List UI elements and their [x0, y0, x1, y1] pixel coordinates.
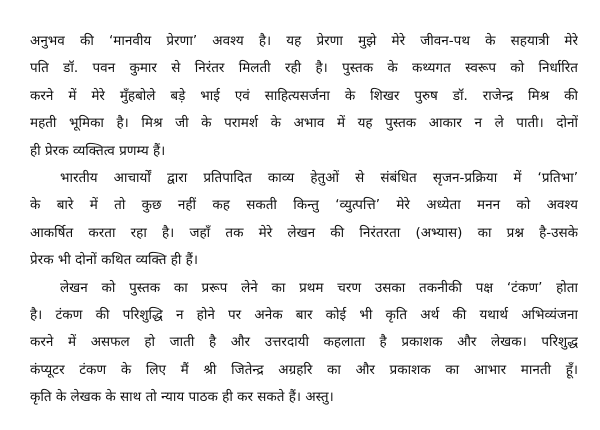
paragraph-inspiration — [30, 28, 578, 165]
text-line: अनुभव की ‘मानवीय प्रेरणा’ अवश्य है। यह प्रेरणा मुझे मेरे जीवन-पथ के सहयात्री मेरे — [30, 33, 578, 49]
text-line: भारतीय आचार्यों द्वारा प्रतिपादित काव्य हेतुओं से संबंधित सृजन-प्रक्रिया में ‘प्रतिभा’ — [60, 169, 578, 186]
text-line: प्रेरक भी दोनों कथित व्यक्ति ही हैं। — [30, 252, 198, 269]
paragraph-typing-acknowledgement — [30, 275, 578, 412]
text-line: करने में असफल हो जाती है और उत्तरदायी कहलाता है प्रकाशक और लेखक। परिशुद्ध — [30, 334, 578, 351]
text-line: करने में मेरे मुँहबोले बड़े भाई एवं साहित्यसर्जना के शिखर पुरुष डॉ. राजेन्द्र मिश्र की — [30, 87, 578, 104]
text-line: के बारे में तो कुछ नहीं कह सकती किन्तु ‘व्युत्पत्ति’ मेरे अध्येता मनन को अवश्य — [30, 197, 578, 214]
text-line: महती भूमिका है। मिश्र जी के परामर्श के अभाव में यह पुस्तक आकार न ले पाती। दोनों — [30, 115, 578, 132]
document-page — [30, 28, 578, 411]
text-line: पति डॉ. पवन कुमार से निरंतर मिलती रही है। पुस्तक के कथ्यगत स्वरूप को निर्धारित — [30, 60, 578, 77]
text-line: कृति के लेखक के साथ तो न्याय पाठक ही कर सकते हैं। अस्तु। — [30, 389, 334, 406]
text-line: कंप्यूटर टंकण के लिए मैं श्री जितेन्द्र अग्रहरि का और प्रकाशक का आभार मानती हूँ। — [30, 361, 578, 378]
text-line: है। टंकण की परिशुद्धि न होने पर अनेक बार कोई भी कृति अर्थ की यथार्थ अभिव्यंजना — [30, 306, 578, 323]
text-line: आकर्षित करता रहा है। जहाँ तक मेरे लेखन की निरंतरता (अभ्यास) का प्रश्न है-उसके — [30, 224, 578, 241]
text-line: ही प्रेरक व्यक्तित्व प्रणम्य हैं। — [30, 142, 166, 159]
text-line: लेखन को पुस्तक का प्ररूप लेने का प्रथम चरण उसका तकनीकी पक्ष ‘टंकण’ होता — [60, 279, 578, 296]
paragraph-creative-process — [30, 165, 578, 275]
